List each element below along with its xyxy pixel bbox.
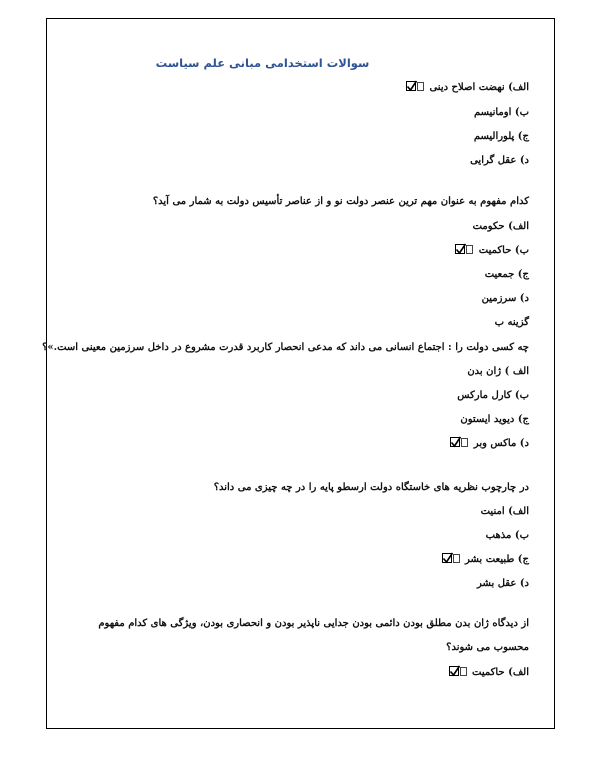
answer-option: الف) امنیت — [480, 506, 529, 517]
answer-option: ج) جمعیت — [484, 269, 529, 280]
answer-option: ب) مذهب — [485, 530, 529, 541]
checkbox-checked-icon — [442, 553, 460, 568]
answer-text: الف) حاکمیت — [472, 667, 529, 678]
answer-text: ب) حاکمیت — [478, 245, 529, 256]
checkbox-checked-icon — [455, 244, 473, 259]
answer-option — [74, 553, 529, 568]
answer-option: ب) اومانیسم — [473, 107, 529, 118]
question-text: در چارچوب نظریه های خاستگاه دولت ارسطو پایه را در چه چیزی می داند؟ — [213, 482, 529, 493]
answer-option: ج) دیوید ایستون — [460, 414, 529, 425]
document-title: سوالات استخدامی مبانی علم سیاست — [155, 56, 370, 70]
answer-option: د) عقل گرایی — [470, 155, 529, 166]
answer-option: ب) کارل مارکس — [457, 390, 529, 401]
answer-text: ج) طبیعت بشر — [464, 554, 529, 565]
question-text: چه کسی دولت را : اجتماع انسانی می داند که مدعی انحصار کاربرد قدرت مشروع در داخل سرزمین معینی است.»؟ — [42, 342, 529, 353]
checkbox-checked-icon — [449, 666, 467, 681]
answer-option: الف) حکومت — [472, 221, 529, 232]
question-text: کدام مفهوم به عنوان مهم ترین عنصر دولت نو و از عناصر تأسیس دولت به شمار می آید؟ — [152, 196, 529, 207]
answer-option: د) سرزمین — [481, 293, 529, 304]
answer-option — [74, 81, 529, 96]
answer-option: د) عقل بشر — [477, 578, 529, 589]
checkbox-checked-icon — [406, 81, 424, 96]
answer-option — [74, 244, 529, 259]
answer-option — [74, 437, 529, 452]
answer-option — [74, 666, 529, 681]
checkbox-checked-icon — [450, 437, 468, 452]
answer-text: الف) نهضت اصلاح دینی — [429, 82, 529, 93]
answer-option: ج) پلورالیسم — [473, 131, 529, 142]
answer-option: الف ) ژان بدن — [467, 366, 529, 377]
question-text: از دیدگاه ژان بدن مطلق بودن دائمی بودن جدایی ناپذیر بودن و انحصاری بودن، ویژگی های کدام مفهوم محسوب می شوند؟ — [98, 618, 529, 653]
answer-key: گزینه ب — [494, 317, 529, 328]
answer-text: د) ماکس وبر — [473, 438, 529, 449]
